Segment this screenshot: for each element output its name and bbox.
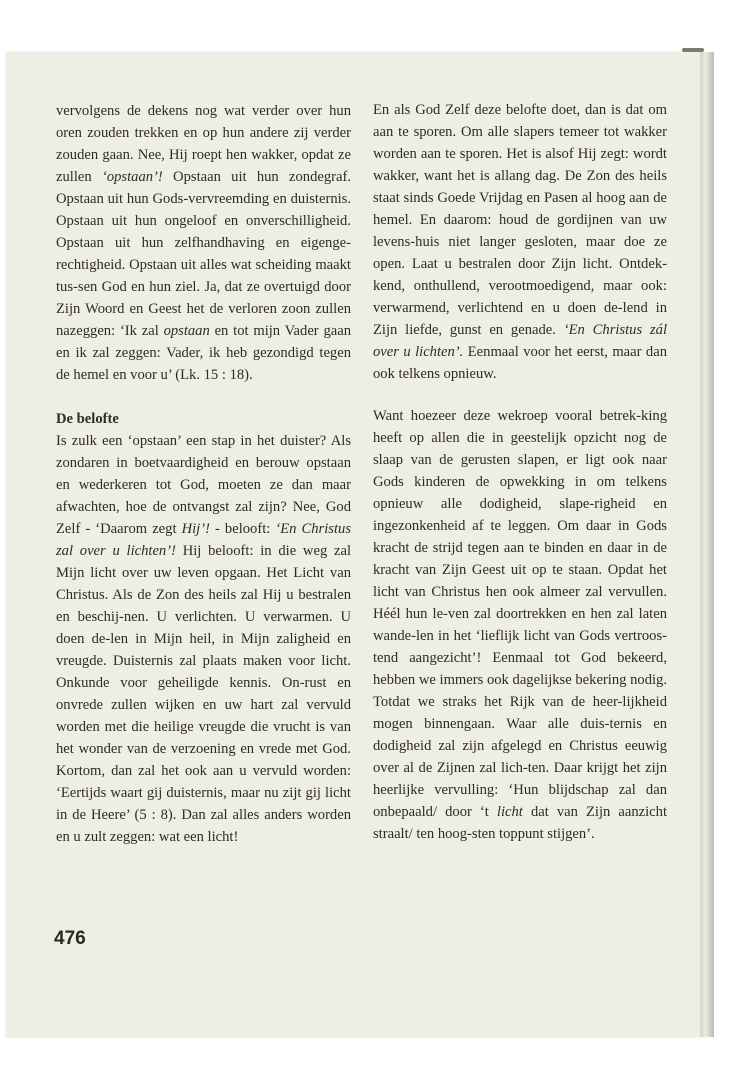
italic-text: licht [496, 804, 523, 820]
page-number: 476 [54, 928, 86, 949]
italic-text: ‘En Christus zal over u lichten’! [56, 521, 351, 559]
text-run: dat van Zijn aanzicht straalt/ ten hoog-sten toppunt stijgen’. [373, 804, 667, 842]
text-run: Opstaan uit hun zondegraf. Opstaan uit hun Gods-vervreemding en duisternis. Opstaan uit hun ongeloof en onverschilligheid. Opstaan uit hun zelfhandhaving en eigenge-rechtigheid. Opstaan uit alles wat scheiding maakt tus-sen God en hun ziel. Ja, dat ze overtuigd door Zijn Woord en Geest het de verloren zoon zullen nazeggen: ‘Ik zal [56, 169, 352, 339]
right-paragraph-2 [373, 405, 667, 845]
page-edge-tip [682, 48, 704, 52]
page-edge [700, 52, 714, 1037]
italic-text: opstaan [163, 323, 210, 339]
text-run: Is zulk een ‘opstaan’ een stap in het duister? Als zondaren in boetvaardigheid en berouw opstaan en wederkeren tot God, moeten ze dan maar afwachten, hoe de ontvangst zal zijn? Nee, God Zelf - ‘Daarom zegt [56, 433, 351, 537]
right-paragraph-1 [373, 99, 667, 385]
section-heading: De belofte [56, 411, 119, 427]
text-run: Eenmaal voor het eerst, maar dan ook telkens opnieuw. [373, 344, 667, 382]
right-column [373, 99, 667, 845]
text-run: - belooft: [209, 521, 276, 537]
italic-text: ‘opstaan’! [101, 169, 163, 185]
text-run: En als God Zelf deze belofte doet, dan is dat om aan te sporen. Om alle slapers temeer tot wakker worden aan te sporen. Het is alsof Hij zegt: wordt wakker, want het is allang dag. De Zon des heils staat sinds Goede Vrijdag en Pasen al hoog aan de hemel. En daarom: houd de gordijnen van uw levens-huis niet langer gesloten, maar doe ze open. Laat u bestralen door Zijn licht. Ontdek-kend, onthullend, verootmoedigend, maar ook: verwarmend, verlichtend en u doen de-lend in Zijn liefde, gunst en genade. [373, 102, 667, 338]
text-run: en tot mijn Vader gaan en ik zal zeggen: Vader, ik heb gezondigd tegen de hemel en voor u’ (Lk. 15 : 18). [56, 323, 352, 383]
text-run: Hij belooft: in die weg zal Mijn licht over uw leven opgaan. Het Licht van Christus. Als de Zon des heils zal Hij u bestralen en beschij-nen. U verlichten. U verwarmen. U doen de-len in Mijn heil, in Mijn zaligheid en vreugde. Duisternis zal plaats maken voor licht. Onkunde voor geheiligde kennis. On-rust en onvrede zullen wijken en uw hart zal vervuld worden met die heilige vreugde die vrucht is van het wonder van de verzoening en vrede met God. Kortom, dan zal het ook aan u vervuld worden: ‘Eertijds waart gij duisternis, maar nu zijt gij licht in de Heere’ (5 : 8). Dan zal alles anders worden en u zult zeggen: wat een licht! [56, 543, 352, 845]
text-run: Want hoezeer deze wekroep vooral betrek-king heeft op allen die in geestelijk opzicht nog de slaap van de gerusten slapen, er ligt ook naar Gods kinderen de opwekking in om telkens opnieuw alle dodigheid, slape-righeid en ingezonkenheid af te leggen. Om daar in Gods kracht de strijd tegen aan te binden en daar in de kracht van Zijn Geest uit op te staan. Opdat het licht van Christus hen ook almeer zal vervullen. Héél hun le-ven zal doortrekken en hen zal laten wande-len in het ‘lieflijk licht van Gods vertroos-tend aangezicht’! Eenmaal tot God bekeerd, hebben we immers ook dagelijkse bekering nodig. Totdat we straks het Rijk van de heer-lijkheid mogen binnengaan. Waar alle duis-ternis en dodigheid zal zijn afgelegd en Christus eeuwig over al de Zijnen zal lich-ten. Daar krijgt het zijn heerlijke vervulling: ‘Hun blijdschap zal dan onbepaald/ door ‘t [373, 408, 667, 820]
left-paragraph-2 [56, 430, 351, 848]
text-run: vervolgens de dekens nog wat verder over hun oren zouden trekken en op hun andere zij verder zouden gaan. Nee, Hij roept hen wakker, opdat ze zullen [56, 103, 351, 185]
italic-text: Hij’! [181, 521, 210, 537]
left-paragraph-1 [56, 100, 351, 386]
italic-text: ‘En Christus zál over u lichten’. [373, 322, 667, 360]
left-column [56, 100, 351, 848]
